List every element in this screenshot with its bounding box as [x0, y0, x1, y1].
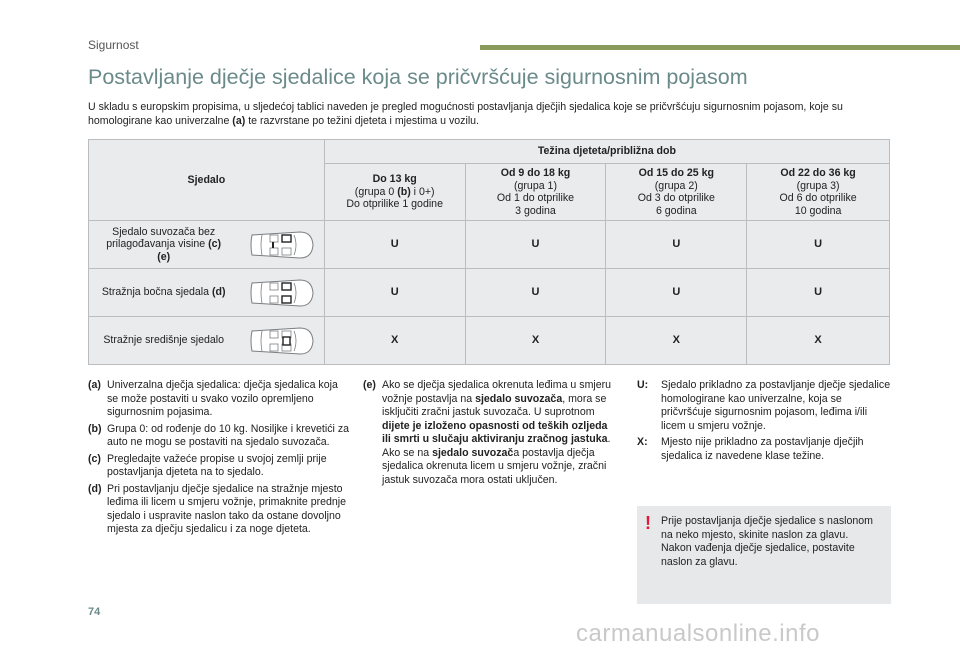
- page-title: Postavljanje dječje sjedalice koja se pričvršćuje sigurnosnim pojasom: [88, 65, 748, 89]
- column-header-3: [606, 164, 747, 221]
- notes-middle: [363, 379, 615, 490]
- footnote-d: (d) Pri postavljanju dječje sjedalice na stražnje mjesto leđima ili licem u smjeru vožnje, primaknite prednje sjedalo i uspravite naslon tako da ostane dovoljno mjesta za dječju sjedalicu i za noge djeteta.: [88, 482, 347, 535]
- intro-text-b: te razvrstane po težini djeteta i mjestima u vozilu.: [245, 115, 480, 127]
- column-header-group: (grupa 1): [513, 179, 557, 192]
- footnote-c: (c) Pregledajte važeće propise u svojoj zemlji prije postavljanja djeteta na to sjedalo.: [88, 452, 327, 478]
- row-label: Stražnja bočna sjedala (d): [89, 269, 239, 317]
- legend-x: X: Mjesto nije prikladno za postavljanje dječjih sjedalica iz navedene klase težine.: [637, 436, 864, 462]
- table-cell: X: [324, 317, 465, 365]
- row-label: Sjedalo suvozača bez prilagođavanja visine (c) (e): [89, 221, 239, 269]
- page-number: 74: [88, 606, 101, 618]
- header-weight: Težina djeteta/približna dob: [324, 140, 889, 164]
- watermark: carmanualsonline.info: [576, 620, 820, 647]
- column-header-weight: Od 9 do 18 kg: [500, 167, 571, 179]
- car-front-passenger-seat-icon: [238, 221, 324, 269]
- header-seat: Sjedalo: [89, 140, 325, 221]
- car-rear-side-seats-icon: [238, 269, 324, 317]
- column-header-weight: Do 13 kg: [372, 173, 417, 186]
- column-header-1: [324, 164, 465, 221]
- column-header-group: (grupa 3): [796, 179, 840, 192]
- footnote-b: (b) Grupa 0: od rođenje do 10 kg. Nosiljke i krevetići za auto ne mogu se postaviti na sjedalo suvozača.: [88, 422, 350, 448]
- table-cell: U: [747, 221, 890, 269]
- legend-u: U: Sjedalo prikladno za postavljanje dječje sjedalice homologirane kao univerzalne, koja se pričvršćuje sigurnosnim pojasom, leđima i/ili licem u smjeru vožnje.: [637, 379, 891, 432]
- car-rear-center-seat-icon: [238, 317, 324, 365]
- footnote-a: (a) Univerzalna dječja sjedalica: dječja sjedalica koja se može postaviti u svako vozilo opremljeno sigurnosnim pojasima.: [88, 379, 338, 418]
- intro-text-a: U skladu s europskim propisima, u sljedećoj tablici naveden je pregled mogućnosti postavljanja dječjih sjedalica koje se pričvršćuju sigurnosnim pojasom, koje su homologirane kao univerzalne: [88, 101, 843, 127]
- column-header-age: Do otprilike 1 godine: [346, 198, 443, 211]
- exclamation-icon: !: [645, 513, 651, 533]
- notes-left: [88, 379, 350, 540]
- column-header-age-end: 3 godina: [515, 204, 556, 217]
- table-row: [89, 269, 890, 317]
- warning-box: [637, 506, 891, 604]
- notes-right: [637, 379, 892, 466]
- table-cell: U: [606, 269, 747, 317]
- column-header-group: (grupa 0 (b) i 0+): [354, 185, 435, 198]
- column-header-weight: Od 15 do 25 kg: [638, 167, 714, 179]
- column-header-2: [465, 164, 606, 221]
- intro-ref: (a): [232, 115, 246, 127]
- table-cell: X: [465, 317, 606, 365]
- column-header-age-end: 6 godina: [655, 204, 697, 217]
- table-cell: U: [465, 269, 606, 317]
- seat-compatibility-table: [88, 139, 890, 365]
- table-cell: X: [606, 317, 747, 365]
- column-header-weight: Od 22 do 36 kg: [780, 167, 856, 179]
- column-header-age: Od 6 do otprilike: [779, 192, 857, 204]
- table-cell: U: [324, 221, 465, 269]
- warning-text: Prije postavljanja dječje sjedalice s naslonom na neko mjesto, skinite naslon za glavu. Nakon vađenja dječje sjedalice, postavite naslon za glavu.: [661, 515, 873, 568]
- table-cell: U: [465, 221, 606, 269]
- column-header-age-end: 10 godina: [794, 204, 842, 217]
- table-cell: U: [324, 269, 465, 317]
- table-row: [89, 317, 890, 365]
- column-header-group: (grupa 2): [654, 179, 698, 192]
- footnote-e: (e) Ako se dječja sjedalica okrenuta leđima u smjeru vožnje postavlja na sjedalo suvozača, mora se isključiti zračni jastuk suvozača. U suprotnom dijete je izloženo opasnosti od teških ozljeda ili smrti u slučaju aktiviranju zračnog jastuka. Ako se na sjedalo suvozača postavlja dječja sjedalica okrenuta licem u smjeru vožnje, zračni jastuk suvozača mora ostati uključen.: [363, 379, 612, 486]
- table-cell: U: [606, 221, 747, 269]
- intro-paragraph: [88, 100, 888, 128]
- column-header-4: [747, 164, 890, 221]
- table-row: [89, 221, 890, 269]
- column-header-age: Od 1 do otprilike: [496, 192, 575, 204]
- section-bar: [480, 45, 960, 50]
- section-label: Sigurnost: [88, 38, 139, 52]
- row-label: Stražnje središnje sjedalo: [89, 317, 239, 365]
- column-header-age: Od 3 do otprilike: [637, 192, 715, 204]
- table-cell: U: [747, 269, 890, 317]
- table-cell: X: [747, 317, 890, 365]
